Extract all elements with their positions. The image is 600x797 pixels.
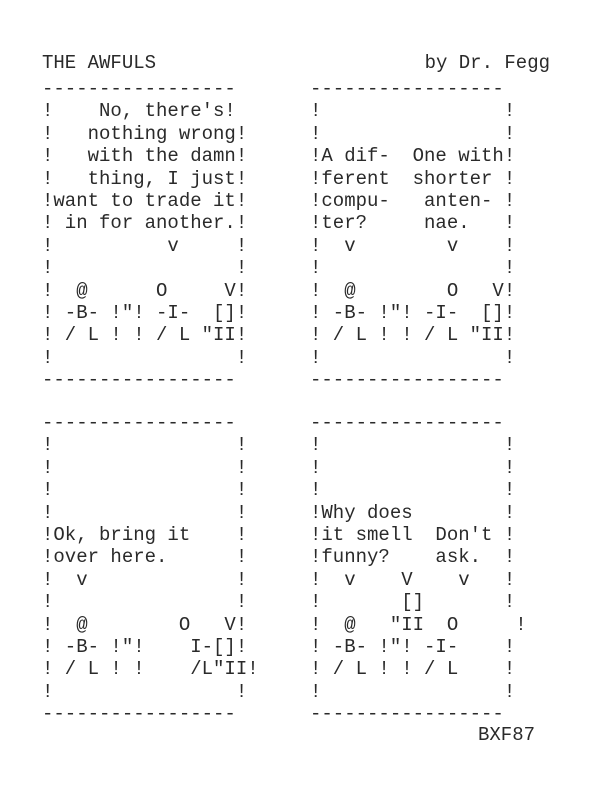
panel-3: ----------------- ! ! ! ! ! ! ! ! !Ok, bring it ! !over here. ! ! v ! ! ! ! @ O V! ! -B- !"! I-[]! ! / L ! ! /L"II! ! ! ----------------- (42, 412, 259, 726)
comic-header (42, 52, 550, 74)
comic-title: THE AWFULS (42, 52, 157, 74)
strip-code: BXF87 (478, 724, 536, 746)
panel-1: ----------------- ! No, there's! ! nothing wrong! ! with the damn! ! thing, I just! !want to trade it! ! in for another.! ! v ! ! ! ! @ O V! ! -B- !"! -I- []! ! / L ! ! / L "II! ! ! ----------------- (42, 78, 248, 392)
panel-2: ----------------- ! ! ! ! !A dif- One with! !ferent shorter ! !compu- anten- ! !ter? nae. ! ! v v ! ! ! ! @ O V! ! -B- !"! -I- []! ! / L ! ! / L "II! ! ! ----------------- (310, 78, 516, 392)
comic-byline: by Dr. Fegg (424, 52, 550, 74)
panel-4: ----------------- ! ! ! ! ! ! !Why does ! !it smell Don't ! !funny? ask. ! ! v V v ! ! [] ! ! @ "II O ! ! -B- !"! -I- ! ! / L ! ! / L ! ! ! ----------------- (310, 412, 527, 726)
